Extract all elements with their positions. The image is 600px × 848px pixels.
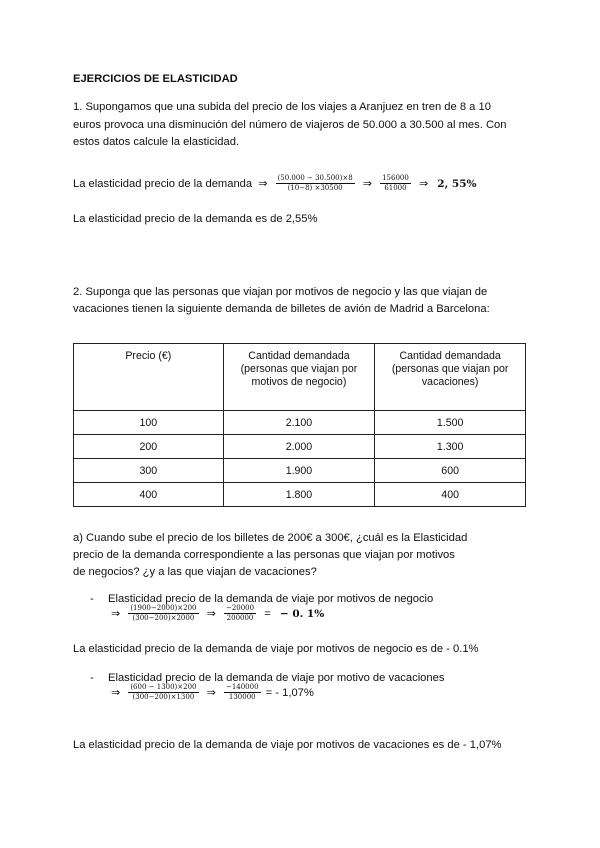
bullet-dash-icon: - [90, 672, 94, 684]
ex1-result: 2, 55% [437, 177, 477, 190]
implies-arrow-icon: ⇒ [111, 607, 121, 621]
implies-arrow-icon: ⇒ [418, 177, 429, 191]
table-header-line: vacaciones) [421, 376, 479, 389]
page-title: EJERCICIOS DE ELASTICIDAD [73, 73, 238, 85]
ex1-text-line2: euros provoca una disminución del número de viajeros de 50.000 a 30.500 al mes. Con [73, 119, 507, 131]
ex1-fraction-1-numerator: (50.000 − 30.500)×8 [276, 175, 355, 184]
b2-fraction-1-denominator: (300−200)×1300 [132, 693, 195, 702]
b1-result: − 0. 1% [279, 607, 325, 620]
b1-fraction-2-denominator: 200000 [226, 614, 254, 623]
table-header-price [74, 344, 224, 411]
bullet-1-conclusion: La elasticidad precio de la demanda de viaje por motivos de negocio es de - 0.1% [73, 643, 479, 655]
b1-fraction-2-numerator: −20000 [224, 605, 256, 614]
table-cell-price: 400 [74, 483, 224, 507]
ex1-fraction-2-denominator: 61000 [384, 184, 407, 193]
table-header-vacation [375, 344, 526, 411]
bullet-2-label: Elasticidad precio de la demanda de viaje por motivo de vacaciones [108, 672, 445, 684]
table-cell-business: 1.800 [223, 483, 375, 507]
implies-arrow-icon: ⇒ [362, 177, 372, 191]
bullet-dash-icon: - [90, 593, 94, 605]
ex1-fraction-2 [380, 175, 411, 193]
implies-arrow-icon: ⇒ [111, 686, 121, 700]
b2-fraction-2-denominator: 130000 [228, 693, 256, 702]
table-header-business [223, 344, 375, 411]
demand-table [73, 343, 526, 507]
implies-arrow-icon: ⇒ [206, 607, 216, 621]
implies-arrow-icon: ⇒ [258, 177, 268, 191]
table-row [74, 435, 526, 459]
equals-sign: = [264, 607, 271, 620]
question-a-line2: precio de la demanda correspondiente a las personas que viajan por motivos [73, 549, 455, 561]
ex2-text-line2: vacaciones tienen la siguiente demanda de billetes de avión de Madrid a Barcelona: [73, 303, 490, 315]
table-cell-price: 100 [74, 411, 224, 435]
ex1-formula [73, 175, 476, 193]
table-cell-price: 300 [74, 459, 224, 483]
table-cell-vacation: 600 [375, 459, 526, 483]
bullet-2-formula [108, 684, 314, 702]
table-cell-business: 2.000 [223, 435, 375, 459]
implies-arrow-icon: ⇒ [206, 686, 216, 700]
question-a-line1: a) Cuando sube el precio de los billetes de 200€ a 300€, ¿cuál es la Elasticidad [73, 532, 468, 544]
ex1-conclusion: La elasticidad precio de la demanda es de 2,55% [73, 213, 318, 225]
ex1-fraction-1 [276, 175, 355, 193]
b1-fraction-1 [128, 605, 198, 623]
table-row [74, 459, 526, 483]
bullet-1-formula [108, 605, 324, 623]
table-row [74, 483, 526, 507]
bullet-2-conclusion: La elasticidad precio de la demanda de viaje por motivos de vacaciones es de - 1,07% [73, 739, 502, 751]
table-cell-business: 2.100 [223, 411, 375, 435]
ex1-formula-label: La elasticidad precio de la demanda [73, 177, 253, 190]
bullet-1-label: Elasticidad precio de la demanda de viaje por motivos de negocio [108, 593, 434, 605]
question-a-line3: de negocios? ¿y a las que viajan de vacaciones? [73, 566, 317, 578]
table-row [74, 411, 526, 435]
table-header-line: Cantidad demandada [399, 350, 501, 362]
table-header-line: Precio (€) [125, 350, 172, 362]
b2-fraction-1 [128, 684, 198, 702]
b2-fraction-1-numerator: (600 − 1300)×200 [128, 684, 198, 693]
table-header-line: (personas que viajan por [391, 363, 509, 376]
b1-fraction-2 [224, 605, 256, 623]
table-cell-price: 200 [74, 435, 224, 459]
table-header-line: motivos de negocio) [251, 376, 347, 389]
ex1-text-line1: 1. Supongamos que una subida del precio de los viajes a Aranjuez en tren de 8 a 10 [73, 101, 491, 113]
b2-result: = - 1,07% [265, 686, 314, 699]
ex1-fraction-2-numerator: 156000 [380, 175, 411, 184]
table-header-row [74, 344, 526, 411]
b1-fraction-1-numerator: (1900−2000)×200 [128, 605, 198, 614]
b1-fraction-1-denominator: (300−200)×2000 [132, 614, 195, 623]
b2-fraction-2-numerator: −140000 [224, 684, 261, 693]
table-cell-vacation: 400 [375, 483, 526, 507]
table-cell-vacation: 1.300 [375, 435, 526, 459]
table-cell-business: 1.900 [223, 459, 375, 483]
b2-fraction-2 [224, 684, 261, 702]
table-header-line: Cantidad demandada [248, 350, 350, 362]
ex2-text-line1: 2. Suponga que las personas que viajan por motivos de negocio y las que viajan de [73, 286, 488, 298]
table-header-line: (personas que viajan por [240, 363, 358, 376]
ex1-text-line3: estos datos calcule la elasticidad. [73, 136, 240, 148]
table-cell-vacation: 1.500 [375, 411, 526, 435]
ex1-fraction-1-denominator: (10−8) ×30500 [287, 184, 343, 193]
